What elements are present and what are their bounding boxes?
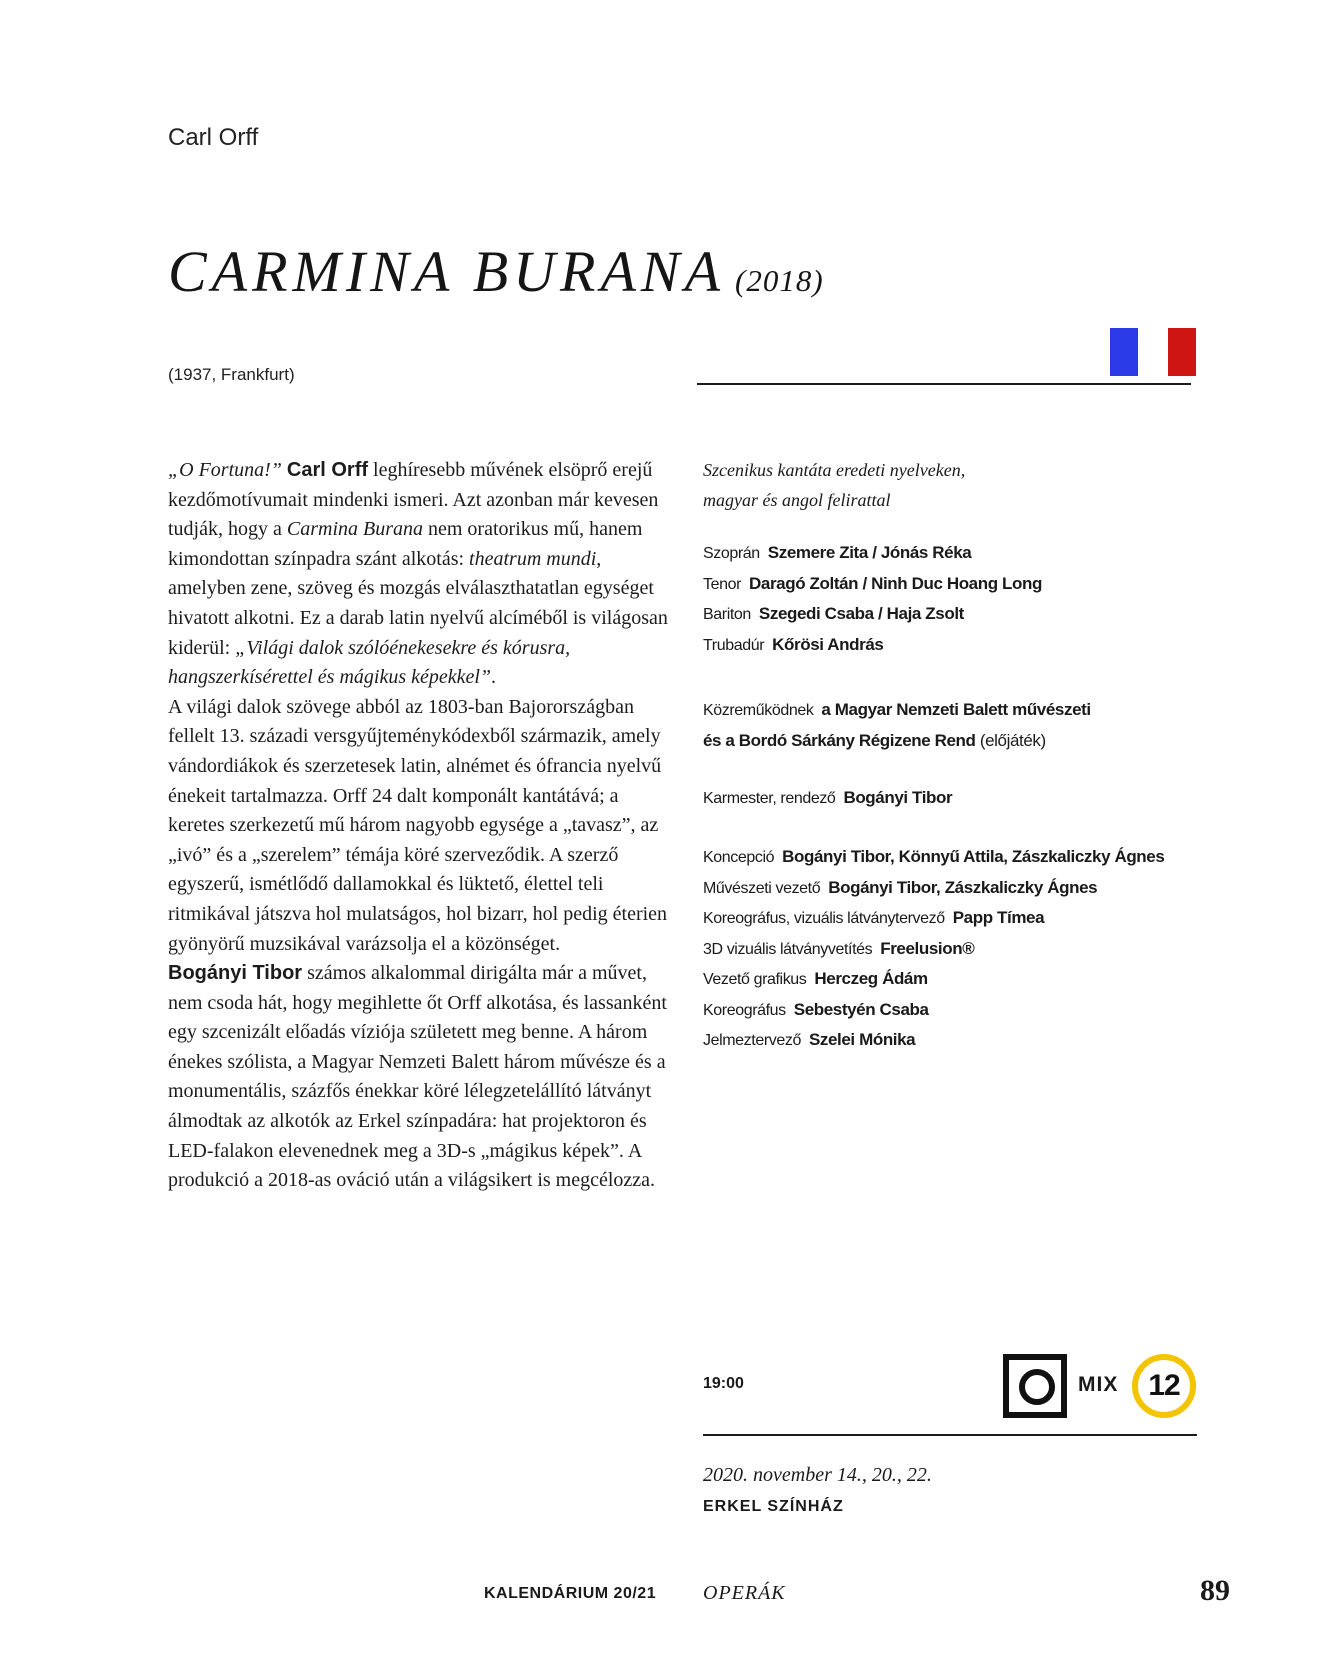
contributors xyxy=(703,695,1203,755)
credit-row xyxy=(703,1025,1203,1056)
text-span: nem oratorikus mű, hanem kimondottan színpadra szánt alkotás: xyxy=(168,518,643,570)
subtitle-line: Szcenikus kantáta eredeti nyelveken, xyxy=(703,460,966,480)
credit-role: Koncepció xyxy=(703,849,775,866)
cast-list xyxy=(703,538,1203,660)
credit-name: Szelei Mónika xyxy=(808,1030,916,1049)
info-divider xyxy=(703,1434,1197,1436)
credit-name: Szemere Zita / Jónás Réka xyxy=(767,543,972,562)
credit-role: Közreműködnek xyxy=(703,702,814,719)
credit-name: Szegedi Csaba / Haja Zsolt xyxy=(758,604,964,623)
credit-row xyxy=(703,873,1203,904)
title-text: CARMINA BURANA xyxy=(168,239,726,304)
credit-row xyxy=(703,599,1203,630)
page-number: 89 xyxy=(1200,1574,1230,1607)
paragraph-1 xyxy=(168,456,668,693)
credit-name: a Magyar Nemzeti Balett művészeti xyxy=(821,700,1091,719)
credit-row xyxy=(703,726,1203,756)
text-span: leghíresebb művének elsöprő erejű kezdőmotívumait mindenki ismeri. Azt azonban már kevesen tudják, hogy a xyxy=(168,459,659,541)
credit-role: 3D vizuális látványvetítés xyxy=(703,940,873,958)
credit-role: Bariton xyxy=(703,606,751,623)
credit-row xyxy=(703,630,1203,661)
header-divider xyxy=(697,383,1191,385)
venue-name: ERKEL SZÍNHÁZ xyxy=(703,1498,844,1515)
footer-publication: KALENDÁRIUM 20/21 xyxy=(484,1585,657,1602)
credit-note: (előjáték) xyxy=(975,730,1046,750)
flag-white-stripe xyxy=(1138,328,1166,376)
credit-name: Herczeg Ádám xyxy=(814,969,928,988)
age-rating-badge: 12 xyxy=(1132,1354,1196,1418)
creative-team xyxy=(703,842,1203,1056)
credit-row xyxy=(703,695,1203,726)
credit-role: Karmester, rendező xyxy=(703,790,836,807)
work-title-mention: Carmina Burana xyxy=(286,518,423,541)
footer-section: OPERÁK xyxy=(703,1582,786,1604)
mix-label: MIX xyxy=(1078,1373,1119,1396)
composer-mention: Carl Orff xyxy=(286,459,369,481)
page-title xyxy=(168,238,824,305)
credit-name: Bogányi Tibor, Zászkaliczky Ágnes xyxy=(828,877,1098,897)
flag-blue-stripe xyxy=(1110,328,1138,376)
credit-role: Tenor xyxy=(703,575,742,593)
performance-subtitle xyxy=(703,455,1203,515)
text-span: számos alkalommal dirigálta már a művet, nem csoda hát, hogy megihlette őt Orff alkotása, és lassanként egy szcenizált előadás víziója született meg benne. A három énekes szólista, a Magyar Nemzeti Balett három művésze és a monumentális, százfős énekkar köré lélegzetelállító látványt álmodtak az alkotók az Erkel színpadára: hat projektoron és LED-falakon elevenednek meg a 3D-s „mágikus képek”. A produkció a 2018-as ováció után a világsikert is megcélozza. xyxy=(168,962,667,1192)
credit-row xyxy=(703,842,1203,873)
credit-name: és a Bordó Sárkány Régizene Rend xyxy=(703,730,976,750)
credit-name: Bogányi Tibor xyxy=(843,788,953,807)
credit-row xyxy=(703,783,1203,814)
opera-logo-icon xyxy=(1003,1354,1067,1418)
credit-name: Sebestyén Csaba xyxy=(793,999,929,1019)
flag-red-stripe xyxy=(1168,328,1196,376)
paragraph-2: A világi dalok szövege abból az 1803-ban Bajorországban fellelt 13. századi versgyűjteménykódexből származik, amely vándordiákok és szerzetesek latin, alnémet és ófrancia nyelvű énekeit tartalmazza. Orff 24 dalt komponált kantátává; a keretes szerkezetű mű három nagyobb egysége a „tavasz”, az „ivó” és a „szerelem” témája köré szerveződik. A szerző egyszerű, ismétlődő dallamokkal és lüktető, élettel teli ritmikával játszva hol mulatságos, hol bizarr, hol pedig éterien gyönyörű muzsikával varázsolja el a közönséget. xyxy=(168,695,668,955)
credit-row xyxy=(703,903,1203,934)
conductor-mention: Bogányi Tibor xyxy=(168,962,303,985)
quote-o-fortuna: „O Fortuna!” xyxy=(168,459,282,481)
credit-role: Trubadúr xyxy=(703,636,765,654)
credit-role: Vezető grafikus xyxy=(703,971,807,988)
credit-role: Szoprán xyxy=(703,545,760,562)
conductor-credit xyxy=(703,783,1203,814)
credit-row xyxy=(703,964,1203,995)
credit-row xyxy=(703,538,1203,569)
performance-dates: 2020. november 14., 20., 22. xyxy=(703,1464,932,1486)
credit-name: Freelusion® xyxy=(880,938,975,958)
composer-name: Carl Orff xyxy=(168,124,259,151)
text-span: . xyxy=(491,666,497,689)
text-span: , amelyben zene, szöveg és mozgás elválaszthatatlan egységet hivatott alkotni. Ez a darab latin nyelvű alcíméből is világosan kiderül: xyxy=(168,547,668,659)
credit-name: Bogányi Tibor, Könnyű Attila, Zászkaliczky Ágnes xyxy=(782,847,1165,866)
credit-name: Papp Tímea xyxy=(952,908,1045,927)
logo-ring xyxy=(1019,1369,1055,1405)
paragraph-3 xyxy=(168,959,668,1196)
start-time: 19:00 xyxy=(703,1375,744,1392)
theatrum-mundi: theatrum mundi xyxy=(469,547,597,570)
premiere-info: (1937, Frankfurt) xyxy=(168,365,295,384)
credit-role: Művészeti vezető xyxy=(703,879,821,897)
subtitle-line: magyar és angol felirattal xyxy=(703,490,891,510)
article-body xyxy=(168,456,668,1196)
credit-row xyxy=(703,569,1203,600)
credit-row xyxy=(703,934,1203,965)
latin-subtitle-quote: „Világi dalok szólóénekesekre és kórusra, hangszerkísérettel és mágikus képekkel” xyxy=(168,636,571,689)
title-year: (2018) xyxy=(735,263,824,298)
french-flag-icon xyxy=(1110,328,1196,376)
credit-name: Kőrösi András xyxy=(772,634,884,654)
credit-role: Jelmeztervező xyxy=(703,1032,801,1049)
credit-name: Daragó Zoltán / Ninh Duc Hoang Long xyxy=(749,573,1042,593)
credit-role: Koreográfus xyxy=(703,1001,786,1019)
credit-role: Koreográfus, vizuális látványtervező xyxy=(703,910,945,927)
credit-row xyxy=(703,995,1203,1026)
